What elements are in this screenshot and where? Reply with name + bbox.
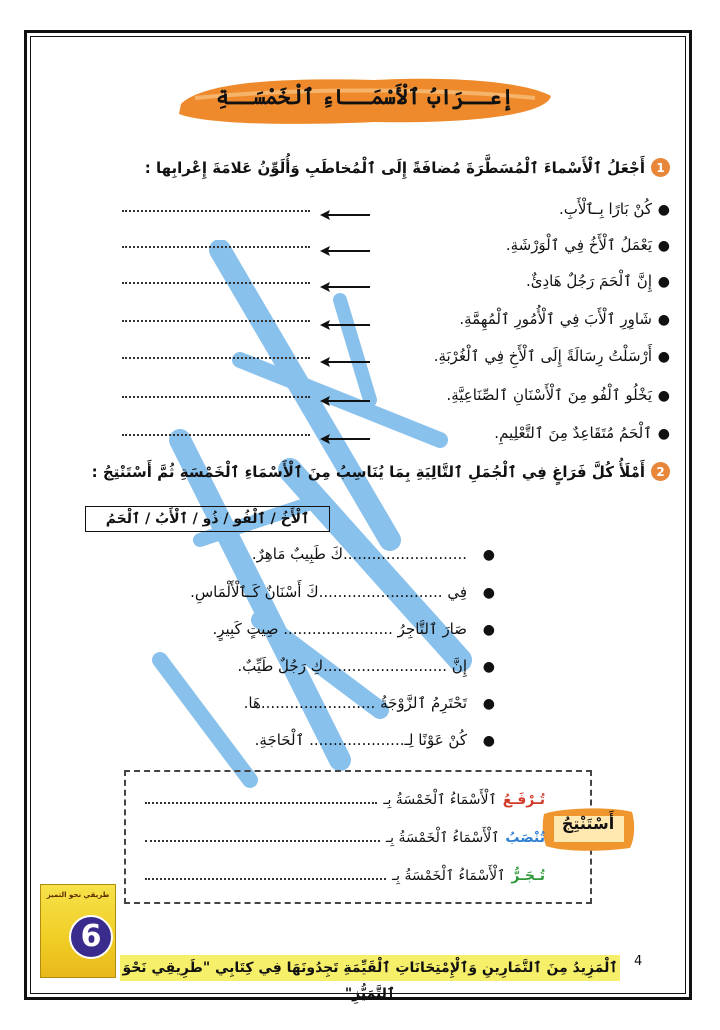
question-number-badge: 1 <box>651 158 670 177</box>
conclusion-text: ٱلْأَسْمَاءُ ٱلْخَمْسَةُ بِـ <box>392 868 506 884</box>
exercise-sentence: يَخْلُو ٱلْفُو مِنَ ٱلْأَسْنَانِ ٱلصِّنَاعِيَّةِ. <box>446 386 652 404</box>
book-grade-badge: 6 <box>69 915 113 959</box>
conclusion-verb: تُـجَـرُّ <box>511 868 545 884</box>
exercise-sentence: يَعْمَلُ ٱلْأَخُ فِي ٱلْوَرْشَةِ. <box>505 236 652 254</box>
conclusion-text: ٱلْأَسْمَاءُ ٱلْخَمْسَةُ بِـ <box>386 830 500 846</box>
bullet-icon: ● <box>482 696 495 712</box>
bullet-icon: ● <box>482 585 495 601</box>
answer-blank[interactable] <box>122 357 310 359</box>
arrow-left-icon <box>320 434 370 444</box>
bullet-icon: ● <box>657 349 670 365</box>
book-title: طريقي نحو التميز <box>46 891 110 899</box>
bullet-icon: ● <box>657 202 670 218</box>
answer-blank[interactable] <box>122 282 310 284</box>
bullet-icon: ● <box>482 622 495 638</box>
page-title: إعــرَابُ ٱلْأَسْمَــاءِ ٱلْخَمْسَــةِ <box>216 84 514 109</box>
question-2-header <box>92 462 670 481</box>
conclusion-label: أَسْتَنْتِجُ <box>561 814 615 833</box>
bullet-icon: ● <box>657 312 670 328</box>
exercise-sentence: شَاوِرِ ٱلْأَبَ فِي ٱلْأُمُورِ ٱلْمُهِمَّةِ. <box>459 310 652 328</box>
fill-item[interactable] <box>212 620 495 644</box>
word-bank: ٱلْأَخُ / ٱلْفُو / ذُو / ٱلْأَبُ / ٱلْحَمُ <box>85 506 330 532</box>
exercise-item <box>60 424 670 448</box>
exercise-item <box>60 310 670 334</box>
fill-item[interactable] <box>215 694 495 718</box>
bullet-icon: ● <box>482 733 495 749</box>
fill-sentence: صَارَ ٱلتَّاجِرُ ....................... صِيتٍ كَبِيرٍ. <box>212 620 467 638</box>
fill-item[interactable] <box>190 583 495 607</box>
arrow-left-icon <box>320 282 370 292</box>
bullet-icon: ● <box>657 274 670 290</box>
conclusion-verb: تُـرْفَـعُ <box>502 792 545 808</box>
fill-sentence: تَحْتَرِمُ ٱلزَّوْجَةُ ........................هَا. <box>243 694 467 712</box>
conclusion-row[interactable] <box>145 862 545 884</box>
exercise-item <box>60 347 670 371</box>
answer-blank[interactable] <box>145 878 386 880</box>
exercise-item <box>60 272 670 296</box>
page-number: 4 <box>634 954 643 969</box>
footer-promo: ٱلْمَزِيدُ مِنَ ٱلتَّمَارِينِ وَٱلْإِمْتِحَانَاتِ ٱلْقَيِّمَةِ تَجِدُونَهَا فِي كِتَابِي "طَرِيقِي نَحْوَ ٱلتَّمَيُّزِ" <box>120 955 620 981</box>
question-number-badge: 2 <box>651 462 670 481</box>
question-2-instruction: أَمْلَأُ كُلَّ فَرَاغٍ فِي ٱلْجُمَلِ ٱلتَّالِيَةِ بِمَا يُنَاسِبُ مِنَ ٱلْأَسْمَاءِ ٱلْخَمْسَةِ ثُمَّ أَسْتَنْتِجُ : <box>91 462 645 481</box>
conclusion-verb: تُنْصَبُ <box>505 830 545 846</box>
bullet-icon: ● <box>657 388 670 404</box>
bullet-icon: ● <box>482 659 495 675</box>
question-1-header <box>145 158 670 177</box>
book-cover-thumbnail <box>40 884 116 978</box>
fill-sentence: فِي ..........................كَ أَسْنَانٌ كَـٱلْأَلْمَاسِ. <box>190 583 467 601</box>
answer-blank[interactable] <box>145 802 377 804</box>
exercise-sentence: ٱلْحَمُ مُتَقَاعِدٌ مِنَ ٱلتَّعْلِيمِ. <box>494 424 652 442</box>
arrow-left-icon <box>320 396 370 406</box>
conclusion-text: ٱلْأَسْمَاءُ ٱلْخَمْسَةُ بِـ <box>383 792 497 808</box>
bullet-icon: ● <box>657 426 670 442</box>
answer-blank[interactable] <box>122 396 310 398</box>
exercise-sentence: كُنْ بَارًا بِـٱلْأَبِ. <box>558 200 652 218</box>
fill-item[interactable] <box>215 657 495 681</box>
answer-blank[interactable] <box>122 434 310 436</box>
answer-blank[interactable] <box>122 210 310 212</box>
conclusion-row[interactable] <box>145 824 545 846</box>
arrow-left-icon <box>320 320 370 330</box>
bullet-icon: ● <box>482 547 495 563</box>
question-1-instruction: أَجْعَلُ ٱلْأَسْماءَ ٱلْمُسَطَّرَةَ مُضافَةً إِلَى ٱلْمُخاطَبِ وَأُلَوِّنُ عَلامَةَ إِعْرابِها : <box>144 158 645 177</box>
conclusion-row[interactable] <box>145 786 545 808</box>
answer-blank[interactable] <box>145 840 380 842</box>
exercise-item <box>60 200 670 224</box>
fill-item[interactable] <box>215 731 495 755</box>
arrow-left-icon <box>320 210 370 220</box>
fill-sentence: كُنْ عَوْنًا لِـ.................... ٱلْحَاجَةِ. <box>254 731 467 749</box>
exercise-item <box>60 386 670 410</box>
exercise-sentence: إِنَّ ٱلْحَمَ رَجُلٌ هَادِئٌ. <box>525 272 652 290</box>
fill-sentence: إِنَّ ..........................كِ رَجُلٌ طَيِّبٌ. <box>237 657 467 675</box>
fill-item[interactable] <box>215 545 495 569</box>
answer-blank[interactable] <box>122 320 310 322</box>
answer-blank[interactable] <box>122 246 310 248</box>
bullet-icon: ● <box>657 238 670 254</box>
arrow-left-icon <box>320 246 370 256</box>
exercise-item <box>60 236 670 260</box>
exercise-sentence: أَرْسَلْتُ رِسَالَةً إِلَى ٱلْأَخِ فِي ٱلْغُرْبَةِ. <box>433 347 652 365</box>
fill-sentence: ..........................كَ طَبِيبٌ مَاهِرٌ. <box>251 545 467 563</box>
arrow-left-icon <box>320 357 370 367</box>
